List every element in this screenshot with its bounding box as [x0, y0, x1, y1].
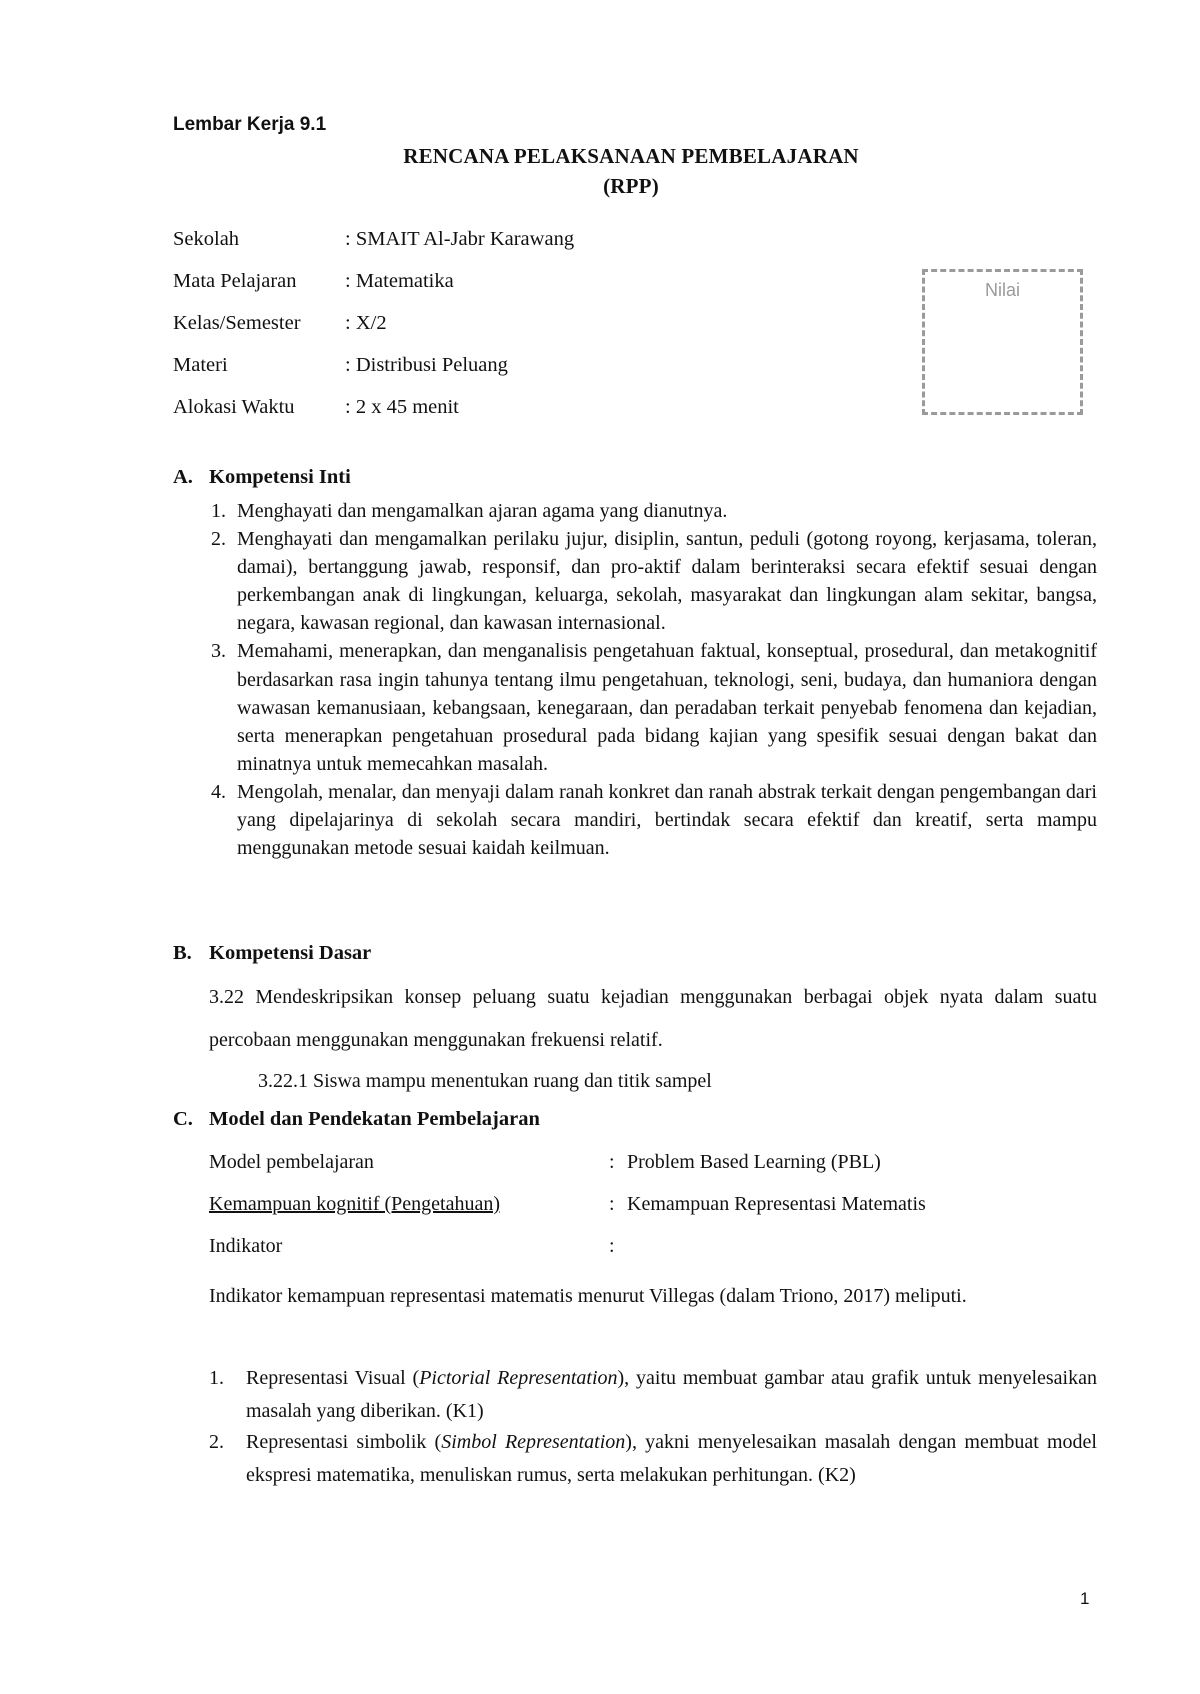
identity-value: : 2 x 45 menit: [345, 396, 459, 418]
list-text: Memahami, menerapkan, dan menganalisis pengetahuan faktual, konseptual, prosedural, dan metakognitif berdasarkan rasa ingin tahunya tentang ilmu pengetahuan, teknologi, seni, budaya, dan humaniora dengan wawasan kemanusiaan, kebangsaan, kenegaraan, dan peradaban terkait penyebab fenomena dan kejadian, serta menerapkan pengetahuan prosedural pada bidang kajian yang spesifik sesuai dengan bakat dan minatnya untuk memecahkan masalah.: [237, 640, 1097, 775]
model-row: [209, 1193, 926, 1235]
list-number: 2.: [211, 528, 226, 551]
cognitive-ability-label: Kemampuan kognitif (Pengetahuan): [209, 1193, 501, 1215]
identity-label: Materi: [173, 354, 228, 376]
list-text: [246, 1362, 1097, 1428]
text-part: Representasi simbolik (: [246, 1431, 442, 1453]
model-value: Kemampuan Representasi Matematis: [627, 1193, 926, 1215]
identity-row-school: [173, 228, 574, 270]
model-label: Model pembelajaran: [209, 1151, 374, 1173]
basic-competency-text: 3.22 Mendeskripsikan konsep peluang suatu kejadian menggunakan berbagai objek nyata dalam suatu percobaan menggunakan menggunakan frekuensi relatif.: [209, 986, 1097, 1051]
identity-value: : Matematika: [345, 270, 454, 292]
list-text: [246, 1426, 1097, 1492]
model-row: [209, 1235, 926, 1277]
text-part: ), yakni menyelesaikan masalah dengan membuat model ekspresi matematika, menuliskan rumus, serta melakukan perhitungan. (K2): [246, 1431, 1097, 1486]
grade-box: [922, 269, 1083, 415]
section-title: Kompetensi Dasar: [209, 942, 372, 964]
identity-value: : X/2: [345, 312, 387, 334]
basic-competency-indicator: 3.22.1 Siswa mampu menentukan ruang dan titik sampel: [258, 1070, 712, 1092]
document-subtitle: (RPP): [603, 174, 659, 198]
list-item: [211, 778, 1097, 862]
section-a-heading: [173, 466, 351, 489]
grade-label: Nilai: [984, 280, 1020, 300]
model-row: [209, 1151, 926, 1193]
list-item: [211, 497, 1097, 525]
model-value: Problem Based Learning (PBL): [627, 1151, 881, 1173]
text-part: ), yaitu membuat gambar atau grafik untuk menyelesaikan masalah yang diberikan. (K1): [246, 1367, 1097, 1422]
list-item: [209, 1362, 1097, 1428]
list-item: [209, 1426, 1097, 1492]
italic-term: Simbol Representation: [441, 1431, 626, 1453]
section-letter: B.: [173, 942, 192, 964]
list-text: Menghayati dan mengamalkan perilaku jujur, disiplin, santun, peduli (gotong royong, kerjasama, toleran, damai), bertanggung jawab, responsif, dan pro-aktif dalam berinteraksi secara efektif sesuai dengan perkembangan anak di lingkungan, keluarga, sekolah, masyarakat dan lingkungan alam sekitar, bangsa, negara, kawasan regional, dan kawasan internasional.: [237, 528, 1097, 635]
list-number: 2.: [209, 1431, 224, 1453]
text-part: Representasi Visual (: [246, 1367, 420, 1389]
identity-value: : Distribusi Peluang: [345, 354, 508, 376]
identity-row-material: [173, 354, 574, 396]
section-title: Model dan Pendekatan Pembelajaran: [209, 1108, 540, 1130]
list-text: Mengolah, menalar, dan menyaji dalam ranah konkret dan ranah abstrak terkait dengan pengembangan dari yang dipelajarinya di sekolah secara mandiri, bertindak secara efektif dan kreatif, serta mampu menggunakan metode sesuai kaidah keilmuan.: [237, 780, 1097, 860]
identity-label: Mata Pelajaran: [173, 270, 297, 292]
worksheet-label: Lembar Kerja 9.1: [173, 114, 327, 135]
identity-label: Kelas/Semester: [173, 312, 301, 334]
model-colon: :: [609, 1151, 615, 1173]
list-number: 1.: [211, 500, 226, 522]
list-item: [211, 637, 1097, 777]
list-number: 3.: [211, 640, 226, 663]
page-number: 1: [1080, 1589, 1090, 1608]
list-number: 1.: [209, 1367, 224, 1389]
identity-row-class: [173, 312, 574, 354]
identity-label: Sekolah: [173, 228, 240, 250]
document-title: RENCANA PELAKSANAAN PEMBELAJARAN: [403, 144, 859, 168]
model-colon: :: [609, 1235, 615, 1257]
list-item: [211, 525, 1097, 637]
list-number: 4.: [211, 780, 226, 803]
identity-value: : SMAIT Al-Jabr Karawang: [345, 228, 575, 250]
identity-label: Alokasi Waktu: [173, 396, 295, 418]
section-b-heading: [173, 942, 371, 965]
core-competency-list: [211, 497, 1097, 862]
identity-row-subject: [173, 270, 574, 312]
identity-row-time: [173, 396, 574, 438]
model-label: Indikator: [209, 1235, 283, 1257]
model-label: [209, 1193, 609, 1235]
section-letter: C.: [173, 1108, 193, 1130]
learning-model-table: [209, 1151, 926, 1277]
identity-table: [173, 228, 574, 438]
representation-list: [209, 1362, 1097, 1492]
italic-term: Pictorial Representation: [419, 1367, 618, 1389]
section-title: Kompetensi Inti: [209, 466, 351, 488]
model-colon: :: [609, 1193, 615, 1215]
indicator-paragraph: Indikator kemampuan representasi matematis menurut Villegas (dalam Triono, 2017) meliputi.: [209, 1285, 967, 1307]
section-letter: A.: [173, 466, 193, 488]
list-text: Menghayati dan mengamalkan ajaran agama yang dianutnya.: [237, 500, 728, 522]
section-c-heading: [173, 1108, 540, 1131]
